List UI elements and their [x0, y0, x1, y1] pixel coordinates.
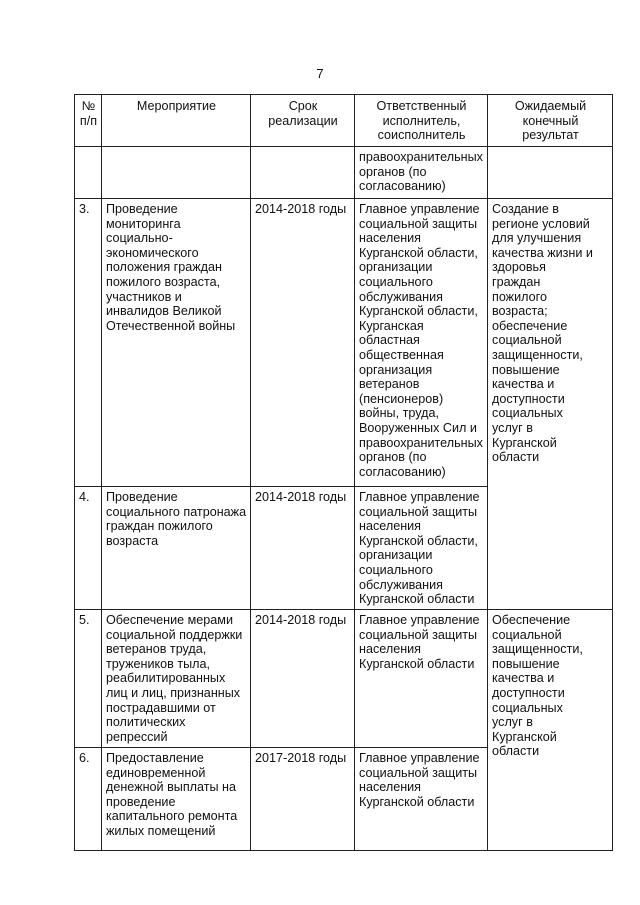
term-text: 2014-2018 годы [255, 202, 347, 216]
term-text: 2014-2018 годы [255, 490, 347, 504]
cell-responsible [355, 147, 488, 199]
header-num [75, 95, 102, 147]
header-num-text: № п/п [79, 99, 98, 128]
cell-num [75, 487, 102, 610]
header-event [102, 95, 251, 147]
cell-event [102, 748, 251, 851]
table-row [75, 610, 613, 748]
page-number: 7 [316, 66, 324, 81]
measures-table [74, 94, 613, 851]
cell-num [75, 610, 102, 748]
responsible-text: правоохранительных органов (по согласованию) [359, 150, 483, 194]
row-number: 4. [79, 490, 90, 504]
result-text: Создание в регионе условий для улучшения качества жизни и здоровья граждан пожилого возраста; обеспечение социальной защищенности, повышение качества и доступности социальных услуг в Курганской области [492, 202, 593, 465]
cell-term [251, 748, 355, 851]
row-number: 3. [79, 202, 90, 216]
cell-event [102, 610, 251, 748]
table-row [75, 199, 613, 487]
header-term-text: Срок реализации [268, 99, 338, 128]
cell-result [488, 147, 613, 199]
event-text: Проведение мониторинга социально- экономического положения граждан пожилого возраста, участников и инвалидов Великой Отечественной войны [106, 202, 236, 333]
row-number: 6. [79, 751, 90, 765]
header-result-text: Ожидаемый конечный результат [514, 99, 587, 143]
header-term [251, 95, 355, 147]
header-responsible-text: Ответственный исполнитель, соисполнитель [376, 99, 467, 143]
cell-responsible [355, 199, 488, 487]
result-text: Обеспечение социальной защищенности, повышение качества и доступности социальных услуг в Курганской области [492, 613, 583, 759]
cell-num [75, 199, 102, 487]
cell-event [102, 487, 251, 610]
event-text: Предоставление единовременной денежной выплаты на проведение капитального ремонта жилых помещений [106, 751, 238, 838]
event-text: Проведение социального патронажа граждан пожилого возраста [106, 490, 247, 548]
cell-term [251, 147, 355, 199]
cell-term [251, 487, 355, 610]
cell-num [75, 748, 102, 851]
cell-term [251, 610, 355, 748]
header-result [488, 95, 613, 147]
cell-responsible [355, 487, 488, 610]
term-text: 2014-2018 годы [255, 613, 347, 627]
responsible-text: Главное управление социальной защиты населения Курганской области [359, 751, 480, 809]
event-text: Обеспечение мерами социальной поддержки ветеранов труда, тружеников тыла, реабилитированных лиц и лиц, признанных пострадавшими от политических репрессий [106, 613, 243, 744]
cell-responsible [355, 748, 488, 851]
cell-term [251, 199, 355, 487]
header-event-text: Мероприятие [136, 99, 217, 113]
row-number: 5. [79, 613, 90, 627]
table-header-row [75, 95, 613, 147]
cell-responsible [355, 610, 488, 748]
cell-event [102, 147, 251, 199]
responsible-text: Главное управление социальной защиты населения Курганской области, организации социального обслуживания Курганской области, Курганская областная общественная организация ветеранов (пенсионеров) войны, труда, Вооруженных Сил и правоохранительных органов (по согласованию) [359, 202, 483, 479]
term-text: 2017-2018 годы [255, 751, 347, 765]
cell-event [102, 199, 251, 487]
table-row-continuation [75, 147, 613, 199]
cell-result [488, 199, 613, 610]
responsible-text: Главное управление социальной защиты населения Курганской области, организации социального обслуживания Курганской области [359, 490, 480, 607]
header-responsible [355, 95, 488, 147]
cell-num [75, 147, 102, 199]
responsible-text: Главное управление социальной защиты населения Курганской области [359, 613, 480, 671]
cell-result [488, 610, 613, 851]
